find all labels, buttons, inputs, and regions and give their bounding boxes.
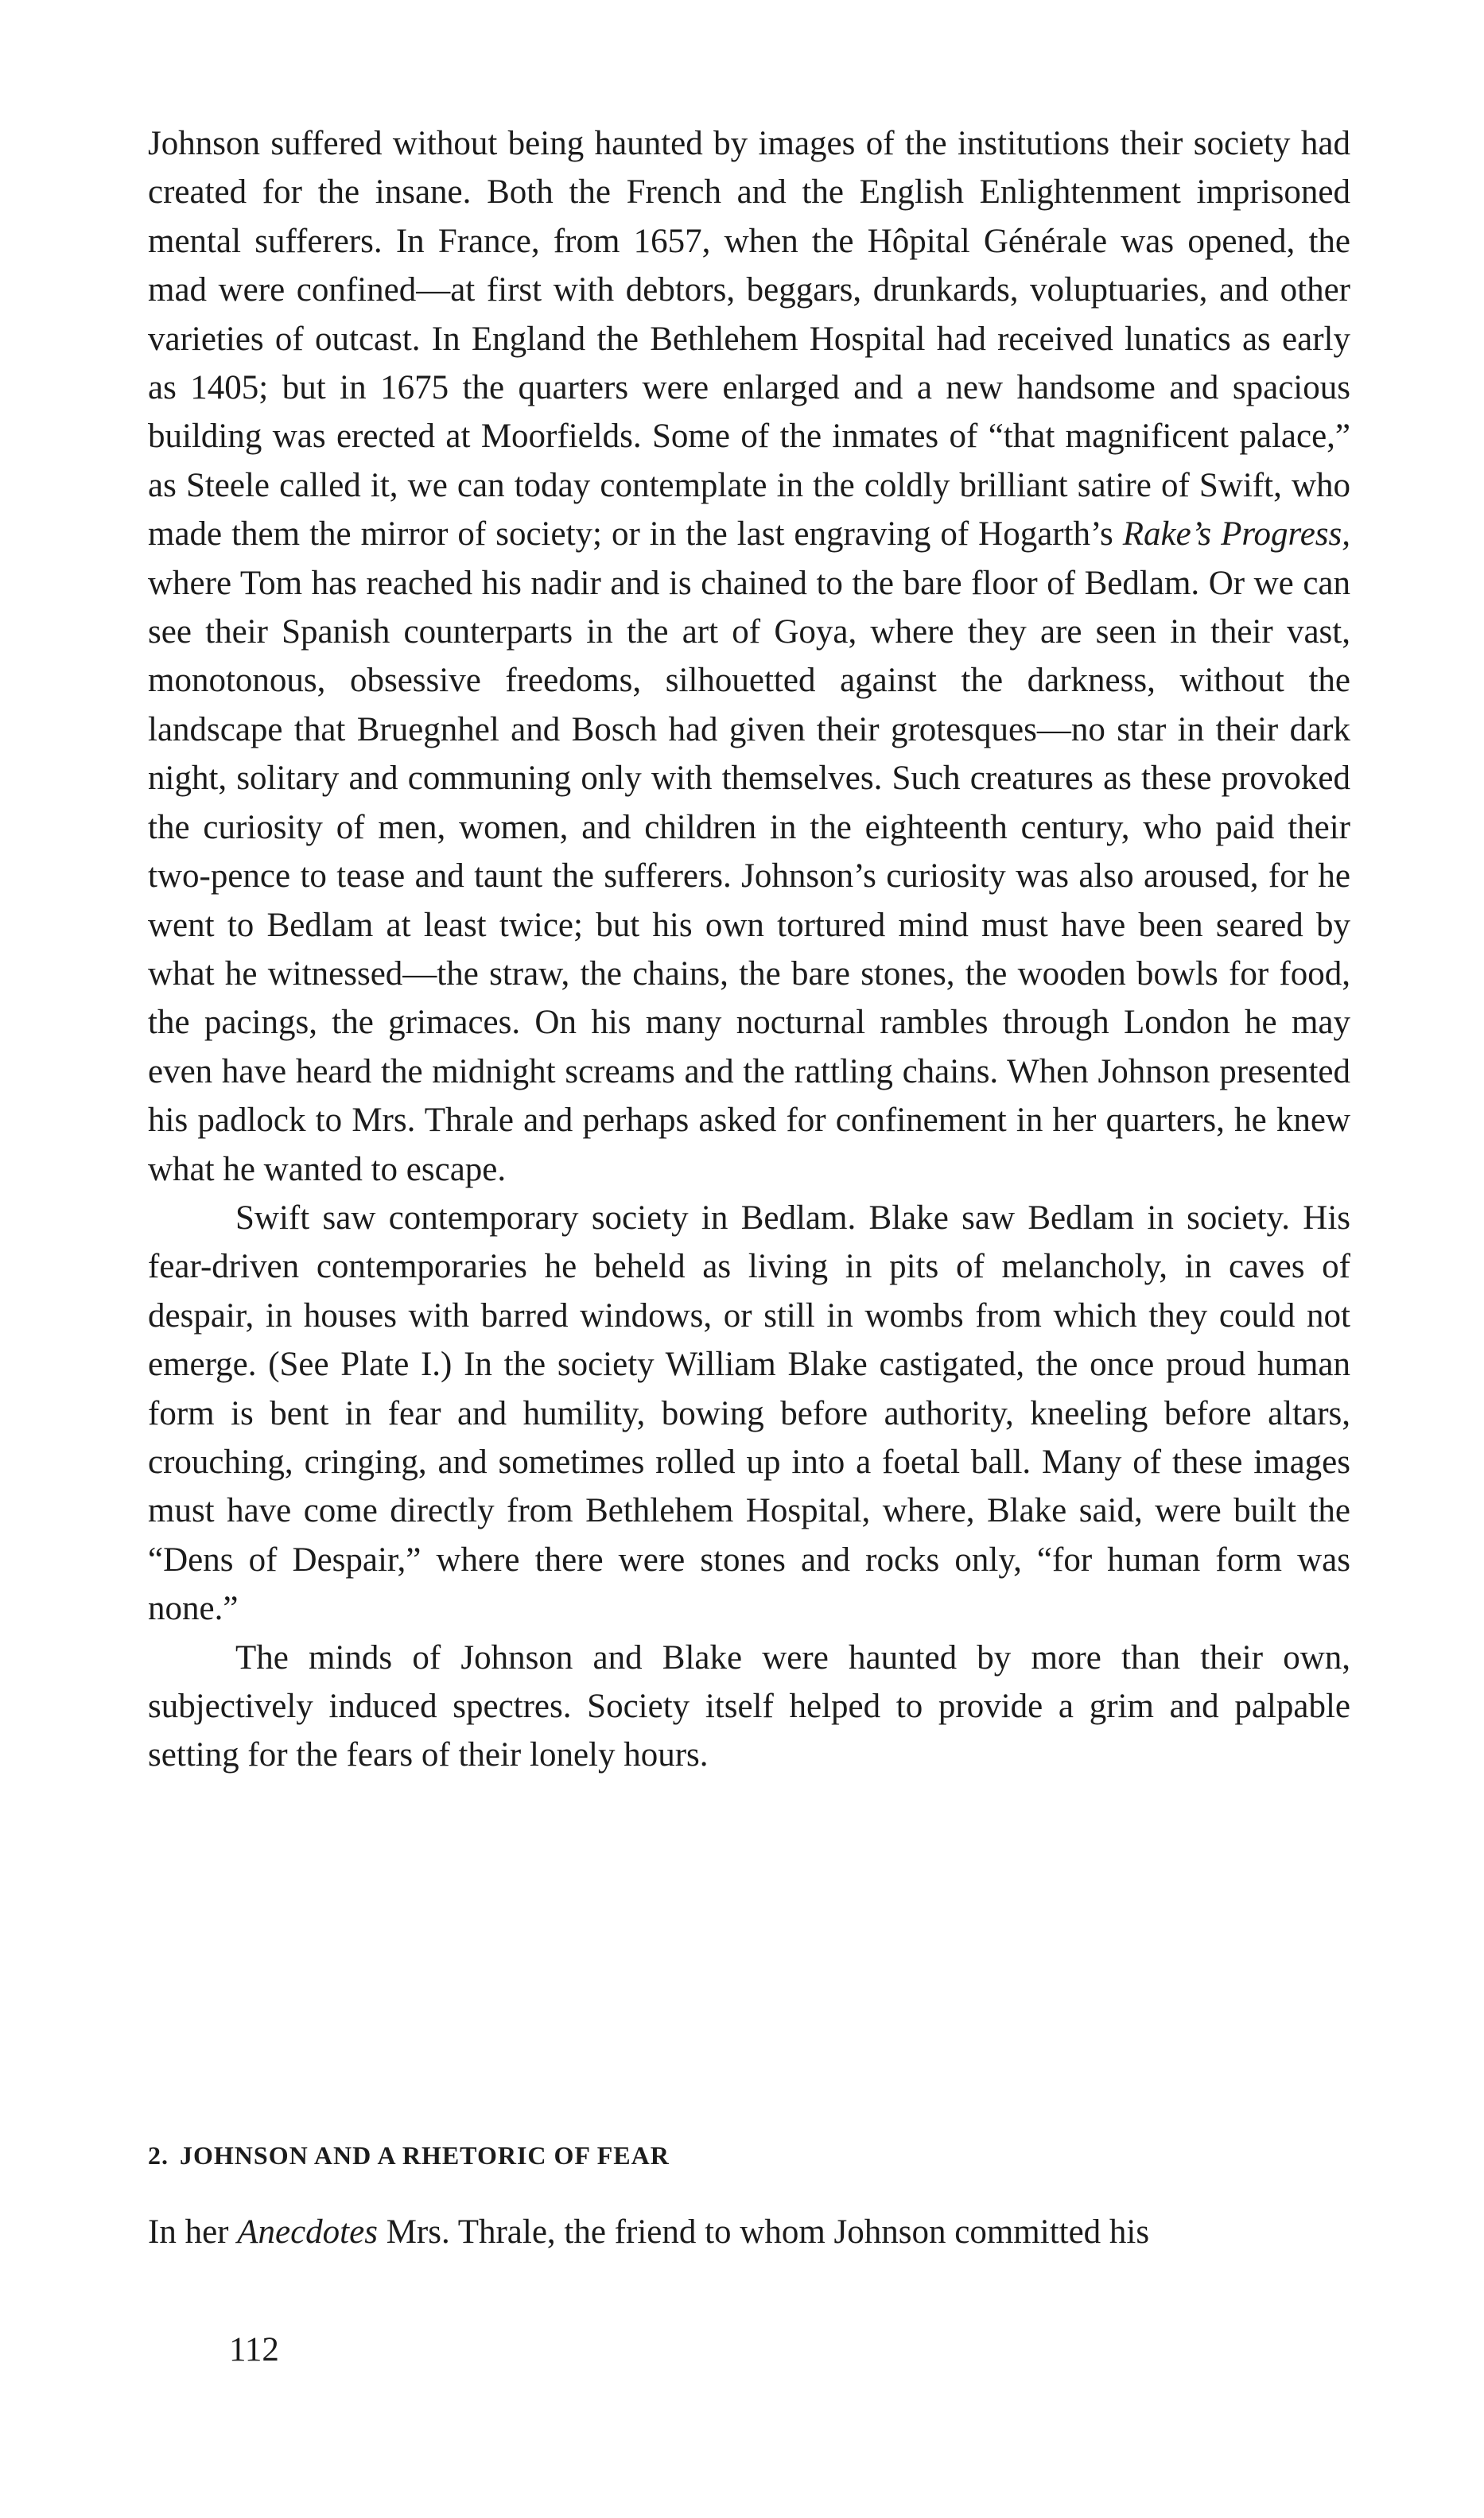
paragraph-1-part-a: Johnson suffered without being haunted by images of the institutions their society had created for the insane. Both the French and the English Enlightenment imprisoned mental sufferers. In France, from 1657, when the Hôpital Générale was opened, the mad were confined—at first with debtors, beggars, drunkards, voluptuaries, and other varieties of outcast. In England the Bethlehem Hospital had received lunatics as early as 1405; but in 1675 the quarters were enlarged and a new handsome and spacious building was erected at Moorfields. Some of the inmates of “that magnificent palace,” as Steele called it, we can today contemplate in the coldly brilliant satire of Swift, who made them the mirror of society; or in the last engraving of Hogarth’s: [148, 125, 1350, 554]
section-title: JOHNSON AND A RHETORIC OF FEAR: [180, 2141, 670, 2170]
body-text: [148, 119, 1350, 1780]
rakes-progress-title: Rake’s Progress,: [1122, 515, 1350, 554]
section-opening-line: [148, 2208, 1350, 2256]
paragraph-2: Swift saw contemporary society in Bedlam. Blake saw Bedlam in society. His fear-driven contemporaries he beheld as living in pits of melancholy, in caves of despair, in houses with barred windows, or still in wombs from which they could not emerge. (See Plate I.) In the society William Blake castigated, the once proud human form is bent in fear and humility, bowing before authority, kneeling before altars, crouching, cringing, and sometimes rolled up into a foetal ball. Many of these images must have come directly from Bethlehem Hospital, where, Blake said, were built the “Dens of Despair,” where there were stones and rocks only, “for human form was none.”: [148, 1199, 1350, 1628]
opening-part-b: Mrs. Thrale, the friend to whom Johnson committed his: [377, 2213, 1150, 2251]
paragraph-3: The minds of Johnson and Blake were haunted by more than their own, subjectively induced spectres. Society itself helped to provide a grim and palpable setting for the fears of their lonely hours.: [148, 1638, 1350, 1774]
section-number: 2.: [148, 2141, 169, 2170]
anecdotes-title: Anecdotes: [237, 2213, 378, 2251]
paragraph-1: [148, 119, 1350, 1194]
paragraph-1-part-b: where Tom has reached his nadir and is chained to the bare floor of Bedlam. Or we can see their Spanish counterparts in the art of Goya, where they are seen in their vast, monotonous, obsessive freedoms, silhouetted against the darkness, without the landscape that Bruegnhel and Bosch had given their grotesques—no star in their dark night, solitary and communing only with themselves. Such creatures as these provoked the curiosity of men, women, and children in the eighteenth century, who paid their two-pence to tease and taunt the sufferers. Johnson’s curiosity was also aroused, for he went to Bedlam at least twice; but his own tortured mind must have been seared by what he witnessed—the straw, the chains, the bare stones, the wooden bowls for food, the pacings, the grimaces. On his many nocturnal rambles through London he may even have heard the midnight screams and the rattling chains. When Johnson presented his padlock to Mrs. Thrale and perhaps asked for confinement in her quarters, he knew what he wanted to escape.: [148, 564, 1350, 1188]
page-number: 112: [229, 2331, 279, 2368]
section-heading: [148, 2139, 670, 2171]
opening-part-a: In her: [148, 2213, 238, 2251]
